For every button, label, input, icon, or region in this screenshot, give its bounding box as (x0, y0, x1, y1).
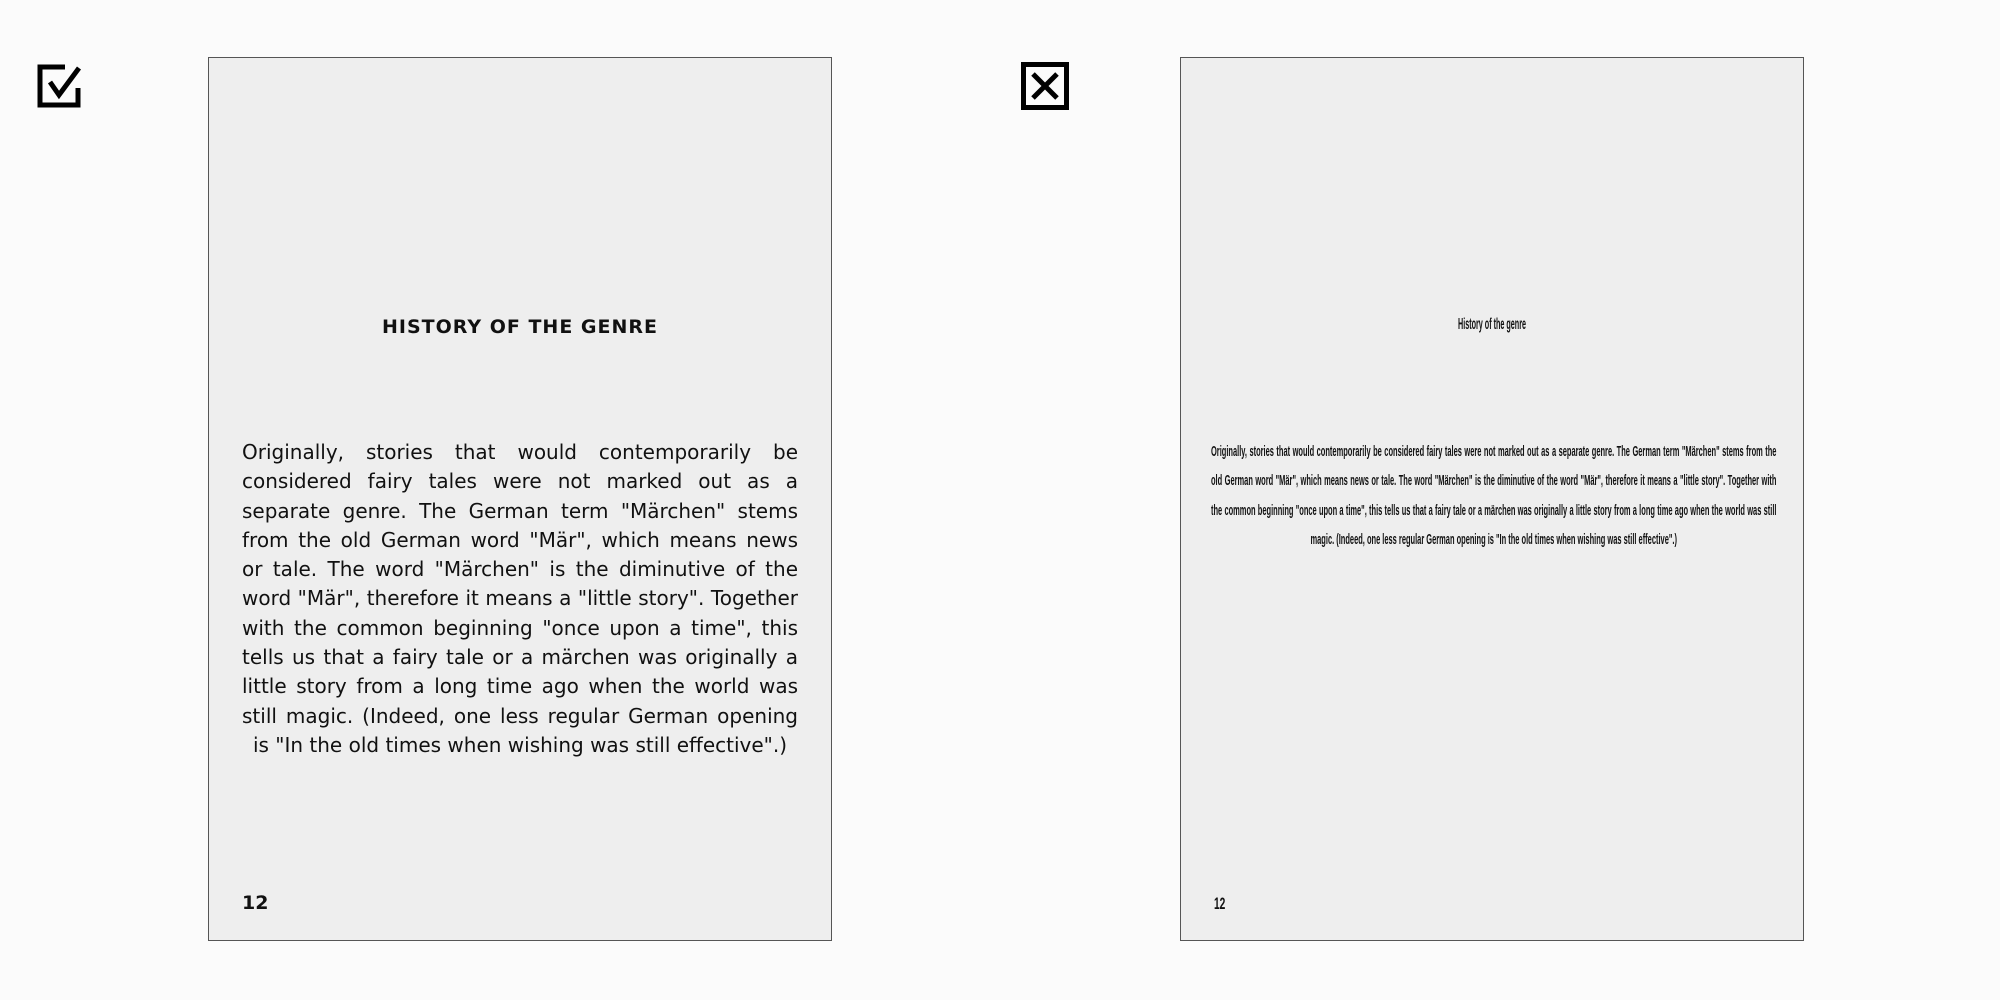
checkbox-crossed-icon (1021, 62, 1069, 110)
page-number: 12 (1214, 894, 1226, 913)
page-title: History of the genre (1457, 316, 1527, 333)
page-body-text: Originally, stories that would contemporarily be considered fairy tales were not marked out as a separate genre. The German term "Märchen" stems from the old German word "Mär", which means news or tale. The word "Märchen" is the diminutive of the word "Mär", therefore it means a "little story". Together with the common beginning "once upon a time", this tells us that a fairy tale or a märchen was originally a little story from a long time ago when the world was still magic. (Indeed, one less regular German opening is "In the old times when wishing was still effective".) (242, 440, 798, 757)
page-title: HISTORY OF THE GENRE (381, 316, 659, 338)
good-example-page (208, 57, 832, 941)
bad-example-page (1180, 57, 1804, 941)
page-number: 12 (242, 892, 269, 914)
page-body-text: Originally, stories that would contemporarily be considered fairy tales were not marked out as a separate genre. The German term "Märchen" stems from the old German word "Mär", which means news or tale. The word "Märchen" is the diminutive of the word "Mär", therefore it means a "little story". Together with the common beginning "once upon a time", this tells us that a fairy tale or a märchen was originally a little story from a long time ago when the world was still magic. (Indeed, one less regular German opening is "In the old times when wishing was still effective".) (1211, 444, 1777, 548)
checkbox-checked-icon (35, 62, 83, 110)
